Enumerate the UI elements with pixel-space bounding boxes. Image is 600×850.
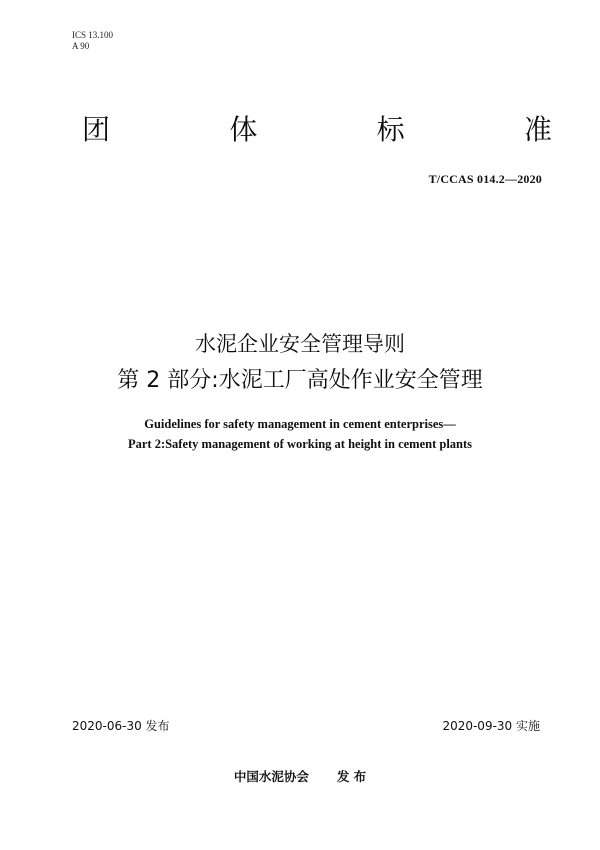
publish-date: 2020-06-30 发布 — [72, 719, 170, 733]
document-type-title — [82, 112, 552, 148]
standard-number: T/CCAS 014.2—2020 — [428, 172, 542, 186]
chinese-title-line-1: 水泥企业安全管理导则 — [195, 332, 405, 356]
publisher-name: 中国水泥协会 — [233, 769, 309, 784]
publisher-action: 发 布 — [336, 769, 367, 784]
title-char-1: 团 — [82, 113, 111, 146]
publisher-line — [0, 767, 600, 785]
english-title-line-2: Part 2:Safety management of working at height in cement plants — [127, 437, 473, 451]
classification-codes — [72, 30, 113, 52]
title-char-4: 准 — [523, 113, 552, 146]
ics-code: ICS 13.100 — [72, 30, 114, 40]
implementation-date: 2020-09-30 实施 — [442, 719, 540, 733]
english-title-line-1: Guidelines for safety management in cement enterprises— — [144, 417, 456, 431]
title-char-3: 标 — [376, 113, 405, 146]
ccs-code: A 90 — [72, 41, 90, 51]
chinese-title-line-2: 第 2 部分:水泥工厂高处作业安全管理 — [117, 368, 483, 393]
title-char-2: 体 — [229, 113, 258, 146]
